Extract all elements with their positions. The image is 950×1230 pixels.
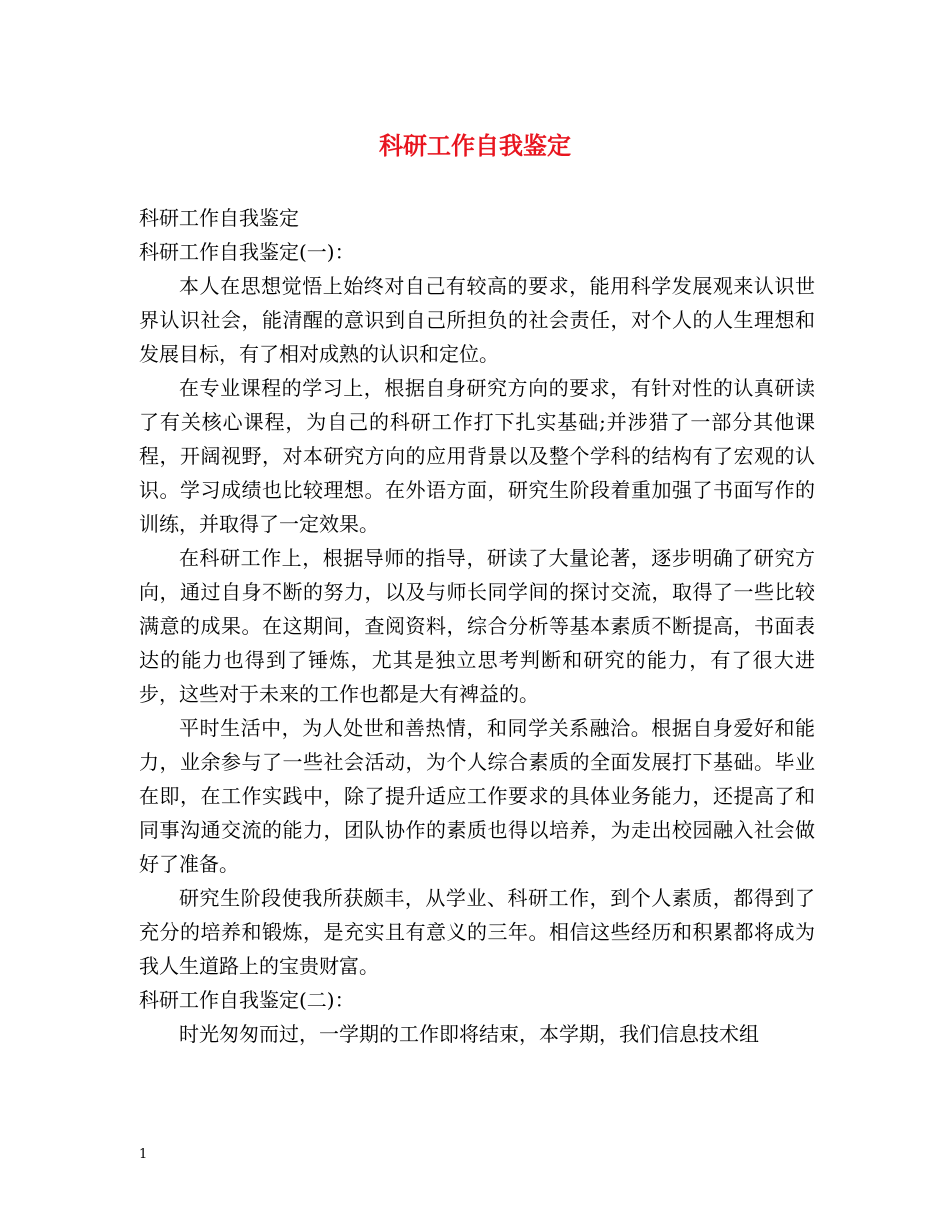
paragraph-one-2: 在专业课程的学习上，根据自身研究方向的要求，有针对性的认真研读了有关核心课程，为自己的科研工作打下扎实基础;并涉猎了一部分其他课程，开阔视野，对本研究方向的应用背景以及整个学科的结构有了宏观的认识。学习成绩也比较理想。在外语方面，研究生阶段着重加强了书面写作的训练，并取得了一定效果。 [139, 376, 815, 536]
paragraph-one-1: 本人在思想觉悟上始终对自己有较高的要求，能用科学发展观来认识世界认识社会，能清醒的意识到自己所担负的社会责任，对个人的人生理想和发展目标，有了相对成熟的认识和定位。 [139, 274, 815, 366]
document-body [139, 201, 815, 1051]
page-number: 1 [139, 1147, 148, 1162]
paragraph-two-1: 时光匆匆而过，一学期的工作即将结束，本学期，我们信息技术组 [179, 1022, 759, 1046]
section-heading-main: 科研工作自我鉴定 [139, 206, 299, 230]
paragraph-one-5: 研究生阶段使我所获颇丰，从学业、科研工作，到个人素质，都得到了充分的培养和锻炼，是充实且有意义的三年。相信这些经历和积累都将成为我人生道路上的宝贵财富。 [139, 886, 815, 978]
paragraph-one-4: 平时生活中，为人处世和善热情，和同学关系融洽。根据自身爱好和能力，业余参与了一些社会活动，为个人综合素质的全面发展打下基础。毕业在即，在工作实践中，除了提升适应工作要求的具体业务能力，还提高了和同事沟通交流的能力，团队协作的素质也得以培养，为走出校园融入社会做好了准备。 [139, 716, 815, 876]
section-heading-two: 科研工作自我鉴定(二)： [139, 988, 355, 1012]
section-heading-one: 科研工作自我鉴定(一)： [139, 240, 355, 264]
paragraph-one-3: 在科研工作上，根据导师的指导，研读了大量论著，逐步明确了研究方向，通过自身不断的努力，以及与师长同学间的探讨交流，取得了一些比较满意的成果。在这期间，查阅资料，综合分析等基本素质不断提高，书面表达的能力也得到了锤炼，尤其是独立思考判断和研究的能力，有了很大进步，这些对于未来的工作也都是大有裨益的。 [139, 546, 815, 706]
document-title: 科研工作自我鉴定 [379, 131, 571, 160]
